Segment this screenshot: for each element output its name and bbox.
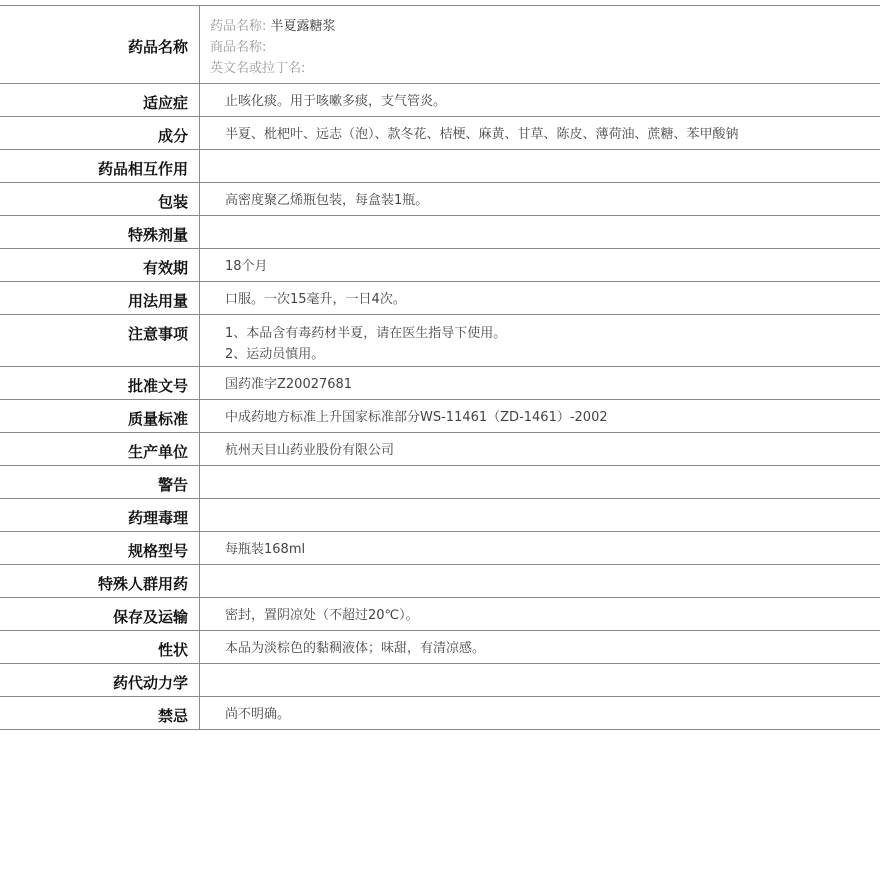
row-label: 适应症 xyxy=(0,84,200,116)
row-usage-dosage xyxy=(0,282,880,315)
row-label: 批准文号 xyxy=(0,367,200,399)
row-warning xyxy=(0,466,880,499)
row-ingredients xyxy=(0,117,880,150)
precaution-line: 1、本品含有毒药材半夏，请在医生指导下使用。 xyxy=(225,326,507,341)
row-special-populations xyxy=(0,565,880,598)
row-label: 质量标准 xyxy=(0,400,200,432)
row-value: 18个月 xyxy=(225,259,268,274)
generic-name-value: 半夏露糖浆 xyxy=(270,19,336,34)
row-approval-number xyxy=(0,367,880,400)
row-value: 止咳化痰。用于咳嗽多痰，支气管炎。 xyxy=(225,94,447,109)
row-label: 警告 xyxy=(0,466,200,498)
row-quality-standard xyxy=(0,400,880,433)
row-value: 本品为淡棕色的黏稠液体；味甜，有清凉感。 xyxy=(225,641,486,656)
row-label: 禁忌 xyxy=(0,697,200,729)
row-value: 密封，置阴凉处（不超过20℃）。 xyxy=(225,608,419,623)
row-value: 杭州天目山药业股份有限公司 xyxy=(225,443,395,458)
row-label: 用法用量 xyxy=(0,282,200,314)
row-pharmacokinetics xyxy=(0,664,880,697)
row-pharmacology xyxy=(0,499,880,532)
row-packaging xyxy=(0,183,880,216)
row-manufacturer xyxy=(0,433,880,466)
row-label: 药代动力学 xyxy=(0,664,200,696)
row-value: 高密度聚乙烯瓶包装，每盒装1瓶。 xyxy=(225,193,429,208)
row-label: 特殊剂量 xyxy=(0,216,200,248)
row-label: 有效期 xyxy=(0,249,200,281)
row-value xyxy=(200,565,880,597)
row-value: 尚不明确。 xyxy=(225,707,291,722)
precaution-line: 2、运动员慎用。 xyxy=(225,347,325,362)
row-label: 药理毒理 xyxy=(0,499,200,531)
row-drug-name xyxy=(0,6,880,84)
row-special-dosage xyxy=(0,216,880,249)
english-name-label: 英文名或拉丁名: xyxy=(210,61,306,76)
row-label: 包装 xyxy=(0,183,200,215)
row-value xyxy=(200,216,880,248)
row-contraindications xyxy=(0,697,880,730)
drug-name-block xyxy=(200,6,880,83)
row-label: 保存及运输 xyxy=(0,598,200,630)
row-value: 国药准字Z20027681 xyxy=(225,377,353,392)
row-value xyxy=(200,150,880,182)
row-storage xyxy=(0,598,880,631)
generic-name-label: 药品名称: xyxy=(210,19,267,34)
row-label: 规格型号 xyxy=(0,532,200,564)
row-label: 生产单位 xyxy=(0,433,200,465)
row-indications xyxy=(0,84,880,117)
row-shelf-life xyxy=(0,249,880,282)
row-value: 半夏、枇杷叶、远志（泡）、款冬花、桔梗、麻黄、甘草、陈皮、薄荷油、蔗糖、苯甲酸钠 xyxy=(225,127,739,142)
trade-name-label: 商品名称: xyxy=(210,40,267,55)
row-description xyxy=(0,631,880,664)
row-precautions xyxy=(0,315,880,367)
row-value: 中成药地方标准上升国家标准部分WS-11461（ZD-1461）-2002 xyxy=(225,410,608,425)
row-label: 药品名称 xyxy=(0,6,200,83)
drug-info-table xyxy=(0,5,880,730)
row-label: 性状 xyxy=(0,631,200,663)
row-specification xyxy=(0,532,880,565)
row-value: 口服。一次15毫升，一日4次。 xyxy=(225,292,406,307)
row-label: 成分 xyxy=(0,117,200,149)
row-value xyxy=(200,466,880,498)
row-label: 注意事项 xyxy=(0,315,200,366)
row-label: 药品相互作用 xyxy=(0,150,200,182)
row-value xyxy=(200,315,880,366)
row-value: 每瓶装168ml xyxy=(225,542,306,557)
row-interactions xyxy=(0,150,880,183)
row-value xyxy=(200,499,880,531)
row-label: 特殊人群用药 xyxy=(0,565,200,597)
row-value xyxy=(200,664,880,696)
